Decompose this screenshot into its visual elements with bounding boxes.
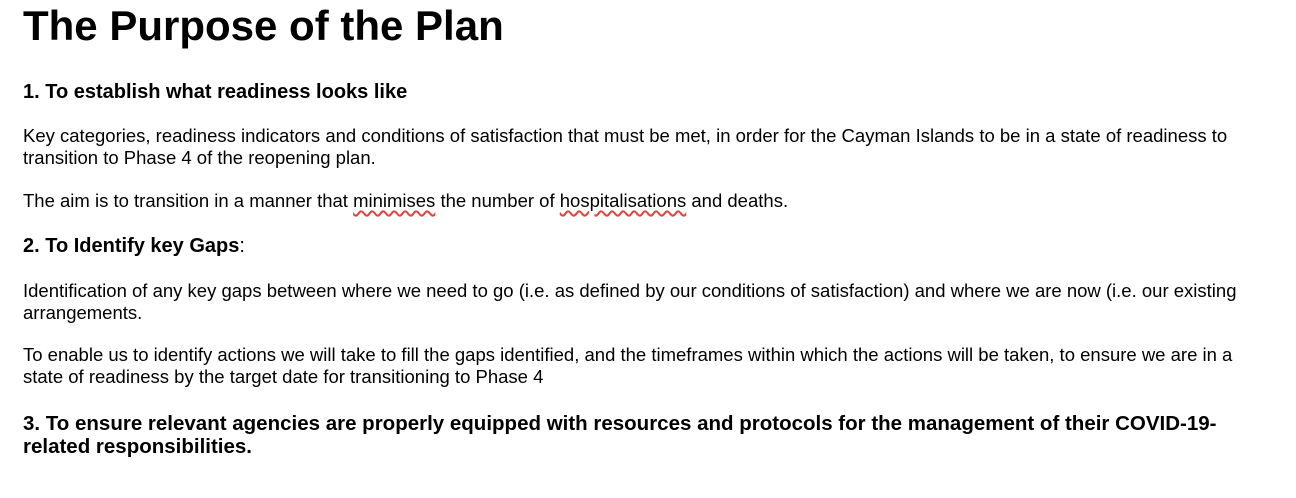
section-1-paragraph-2: [23, 190, 1258, 212]
section-2-paragraph-2: To enable us to identify actions we will take to fill the gaps identified, and the timeframes within which the actions will be taken, to ensure we are in a state of readiness by the target date for transitioning to Phase 4: [23, 344, 1233, 387]
page-title: The Purpose of the Plan: [23, 2, 504, 49]
paragraph-text: The aim is to transition in a manner that: [23, 190, 354, 211]
paragraph-text: the number of: [435, 190, 560, 211]
section-2-paragraph-1: Identification of any key gaps between where we need to go (i.e. as defined by our conditions of satisfaction) and where we are now (i.e. our existing arrangements.: [23, 280, 1237, 323]
heading-colon: :: [239, 235, 245, 257]
paragraph-text: and deaths.: [686, 190, 789, 211]
spellcheck-flagged-word[interactable]: minimises: [353, 190, 436, 211]
section-1-heading: 1. To establish what readiness looks like: [23, 81, 408, 103]
section-1-paragraph-1: Key categories, readiness indicators and conditions of satisfaction that must be met, in order for the Cayman Islands to be in a state of readiness to transition to Phase 4 of the reopening plan.: [23, 125, 1228, 168]
section-2-heading: [23, 234, 1258, 258]
section-3-heading: 3. To ensure relevant agencies are properly equipped with resources and protocols for the management of their COVID-19-related responsibilities.: [23, 412, 1217, 458]
section-2-heading-text: 2. To Identify key Gaps: [23, 235, 240, 257]
spellcheck-flagged-word[interactable]: hospitalisations: [559, 190, 687, 211]
